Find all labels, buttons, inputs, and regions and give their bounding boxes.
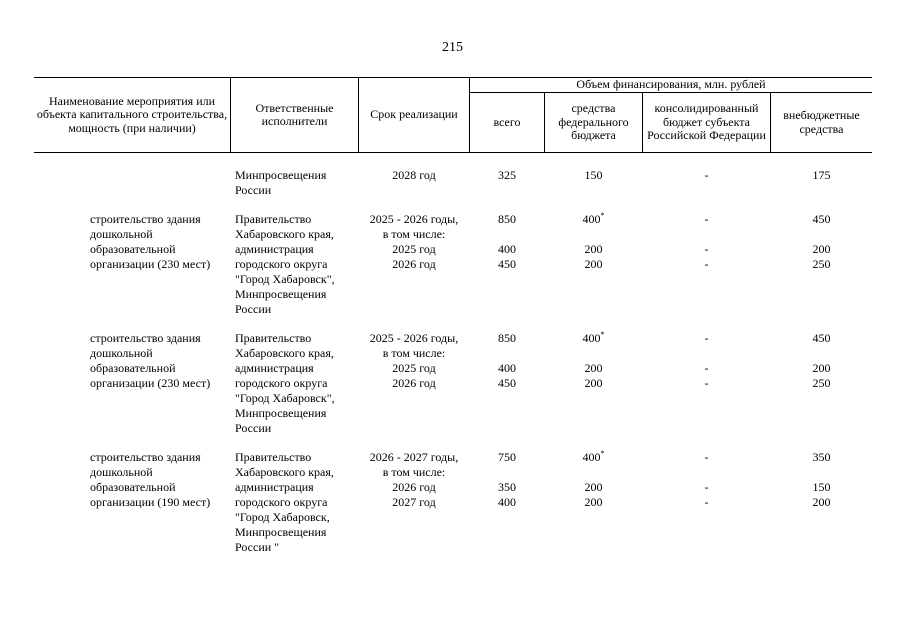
row-3-regional-line: [643, 346, 770, 361]
row-3-term-line: в том числе:: [382, 346, 446, 360]
row-4-name: [90, 450, 230, 510]
row-3-name-line: образовательной: [90, 361, 176, 375]
row-3-total-line: 450: [498, 376, 516, 390]
row-3-federal: [545, 331, 642, 391]
row-1-total-line: 325: [498, 168, 516, 182]
row-3-federal-line: 200: [584, 376, 603, 390]
row-2-name-line: строительство здания: [90, 212, 201, 226]
row-3-regional-line: -: [704, 331, 709, 345]
row-3-term: [359, 331, 469, 391]
row-3-responsible-line: России: [235, 421, 272, 435]
row-1-total: [470, 168, 544, 183]
row-3-name: [90, 331, 230, 391]
row-3-responsible-line: Хабаровского края,: [235, 346, 334, 360]
row-4-total: [470, 450, 544, 510]
row-3-regional-line: -: [704, 361, 709, 375]
row-4-responsible: [235, 450, 358, 555]
row-2-regional-line: -: [704, 212, 709, 226]
row-4-term-line: 2026 - 2027 годы,: [369, 450, 459, 464]
row-2-name: [90, 212, 230, 272]
row-2-total-line: 400: [498, 242, 516, 256]
row-3-term-line: 2026 год: [392, 376, 436, 390]
row-4-responsible-line: городского округа: [235, 495, 328, 509]
row-3-extra-line: [771, 346, 872, 361]
row-2-responsible-line: городского округа: [235, 257, 328, 271]
row-3-total-line: [470, 346, 544, 361]
row-3-regional-line: -: [704, 376, 709, 390]
header-total: всего: [493, 114, 521, 129]
row-4-regional: [643, 450, 770, 510]
row-3-responsible-line: "Город Хабаровск",: [235, 391, 335, 405]
header-regional: консолидированный бюджет субъекта Российской Федерации: [647, 101, 766, 143]
row-4-total-line: 400: [498, 495, 516, 509]
header-extra: внебюджетные средства: [783, 108, 860, 136]
row-4-name-line: дошкольной: [90, 465, 153, 479]
row-3-name-line: дошкольной: [90, 346, 153, 360]
row-2-regional-line: -: [704, 242, 709, 256]
row-2-term-line: 2025 год: [392, 242, 436, 256]
row-3-extra-line: 250: [812, 376, 831, 390]
row-3-responsible-line: Правительство: [235, 331, 312, 345]
header-bottom-border: [34, 152, 872, 153]
row-4-federal: [545, 450, 642, 510]
row-4-federal-line: [545, 465, 642, 480]
row-2-extra-line: [771, 227, 872, 242]
row-2-term-line: 2025 - 2026 годы,: [369, 212, 459, 226]
row-1-term: [359, 168, 469, 183]
row-4-extra-line: 350: [812, 450, 831, 464]
row-4-responsible-line: Минпросвещения: [235, 525, 327, 539]
row-2-extra: [771, 212, 872, 272]
row-4-federal-line: 200: [584, 495, 603, 509]
row-1-responsible: [235, 168, 358, 198]
row-4-extra-line: 150: [812, 480, 831, 494]
row-2-total: [470, 212, 544, 272]
row-2-extra-line: 250: [812, 257, 831, 271]
row-4-regional-line: [643, 465, 770, 480]
row-3-federal-line: 400*: [582, 330, 605, 345]
row-3-responsible-line: администрация: [235, 361, 314, 375]
row-4-federal-line: 400*: [582, 449, 605, 464]
row-2-responsible: [235, 212, 358, 317]
row-3-total: [470, 331, 544, 391]
header-financing: Объем финансирования, млн. рублей: [576, 77, 766, 92]
footnote-mark: *: [600, 330, 605, 339]
row-4-total-line: 750: [498, 450, 516, 464]
row-1-regional: [643, 168, 770, 183]
row-2-regional: [643, 212, 770, 272]
row-2-federal-line: 200: [584, 257, 603, 271]
row-2-term-line: в том числе:: [382, 227, 446, 241]
row-1-federal-line: 150: [584, 168, 603, 182]
header-responsible: Ответственные исполнители: [255, 100, 334, 128]
row-2-regional-line: [643, 227, 770, 242]
row-4-total-line: [470, 465, 544, 480]
row-3-responsible-line: Минпросвещения: [235, 406, 327, 420]
row-3-name-line: строительство здания: [90, 331, 201, 345]
row-4-responsible-line: России ": [235, 540, 280, 554]
row-1-federal: [545, 168, 642, 183]
footnote-mark: *: [600, 211, 605, 220]
row-2-federal: [545, 212, 642, 272]
row-3-total-line: 400: [498, 361, 516, 375]
row-4-regional-line: -: [704, 480, 709, 494]
row-4-extra-line: [771, 465, 872, 480]
row-4-name-line: образовательной: [90, 480, 176, 494]
row-1-responsible-line: России: [235, 183, 272, 197]
header-name: Наименование мероприятия или объекта капитального строительства, мощность (при наличии): [36, 93, 228, 135]
row-1-extra: [771, 168, 872, 183]
row-4-term-line: 2027 год: [392, 495, 436, 509]
row-2-name-line: образовательной: [90, 242, 176, 256]
row-3-extra-line: 450: [812, 331, 831, 345]
row-2-responsible-line: Минпросвещения: [235, 287, 327, 301]
page-number: 215: [442, 40, 463, 55]
row-4-regional-line: -: [704, 450, 709, 464]
row-1-term-line: 2028 год: [392, 168, 436, 182]
row-3-federal-line: 200: [584, 361, 603, 375]
row-2-total-line: [470, 227, 544, 242]
row-2-name-line: организации (230 мест): [90, 257, 211, 271]
row-3-term-line: 2025 год: [392, 361, 436, 375]
row-4-term-line: 2026 год: [392, 480, 436, 494]
header-federal: средства федерального бюджета: [558, 101, 629, 143]
row-3-responsible-line: городского округа: [235, 376, 328, 390]
row-3-federal-line: [545, 346, 642, 361]
row-2-federal-line: 200: [584, 242, 603, 256]
row-4-responsible-line: Хабаровского края,: [235, 465, 334, 479]
row-4-extra-line: 200: [812, 495, 831, 509]
row-2-federal-line: [545, 227, 642, 242]
row-2-federal-line: 400*: [582, 211, 605, 226]
row-2-responsible-line: Правительство: [235, 212, 312, 226]
row-2-term: [359, 212, 469, 272]
row-2-extra-line: 450: [812, 212, 831, 226]
row-3-responsible: [235, 331, 358, 436]
row-3-name-line: организации (230 мест): [90, 376, 211, 390]
row-1-regional-line: -: [704, 168, 709, 182]
row-4-responsible-line: администрация: [235, 480, 314, 494]
row-4-term: [359, 450, 469, 510]
row-2-responsible-line: администрация: [235, 242, 314, 256]
row-3-total-line: 850: [498, 331, 516, 345]
row-3-term-line: 2025 - 2026 годы,: [369, 331, 459, 345]
row-4-name-line: строительство здания: [90, 450, 201, 464]
row-2-responsible-line: Хабаровского края,: [235, 227, 334, 241]
row-4-extra: [771, 450, 872, 510]
row-2-total-line: 450: [498, 257, 516, 271]
row-1-extra-line: 175: [812, 168, 831, 182]
row-4-name-line: организации (190 мест): [90, 495, 211, 509]
row-2-name-line: дошкольной: [90, 227, 153, 241]
row-1-responsible-line: Минпросвещения: [235, 168, 327, 182]
row-2-responsible-line: России: [235, 302, 272, 316]
footnote-mark: *: [600, 449, 605, 458]
row-3-regional: [643, 331, 770, 391]
row-4-regional-line: -: [704, 495, 709, 509]
row-4-total-line: 350: [498, 480, 516, 494]
row-4-responsible-line: Правительство: [235, 450, 312, 464]
row-2-extra-line: 200: [812, 242, 831, 256]
row-2-total-line: 850: [498, 212, 516, 226]
row-4-term-line: в том числе:: [382, 465, 446, 479]
row-2-term-line: 2026 год: [392, 257, 436, 271]
row-2-regional-line: -: [704, 257, 709, 271]
row-3-extra: [771, 331, 872, 391]
row-2-responsible-line: "Город Хабаровск",: [235, 272, 335, 286]
row-3-extra-line: 200: [812, 361, 831, 375]
row-4-federal-line: 200: [584, 480, 603, 494]
row-4-responsible-line: "Город Хабаровск,: [235, 510, 330, 524]
header-term: Срок реализации: [370, 107, 458, 122]
